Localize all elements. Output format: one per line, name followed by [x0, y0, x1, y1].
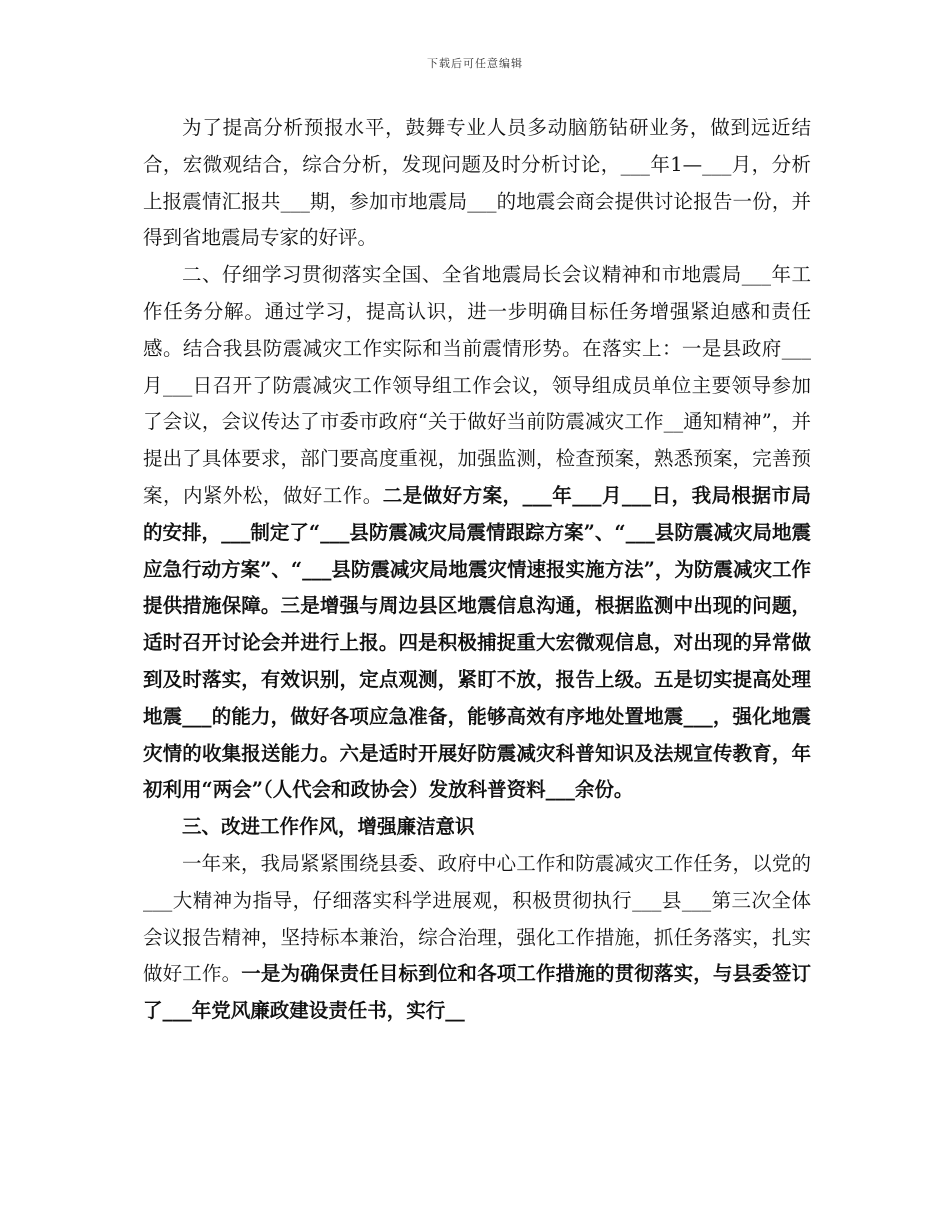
paragraph-2 — [143, 257, 811, 809]
paragraph-2-text: 二、仔细学习贯彻落实全国、全省地震局长会议精神和市地震局___年工作任务分解。通过学习，提高认识，进一步明确目标任务增强紧迫感和责任感。结合我县防震减灾工作实际和当前震情形势。在落实上：一是县政府___月___日召开了防震减灾工作领导组工作会议，领导组成员单位主要领导参加了会议，会议传达了市委市政府“关于做好当前防震减灾工作__通知精神”，并提出了具体要求，部门要高度重视，加强监测，检查预案，熟悉预案，完善预案，内紧外松，做好工作。 — [143, 263, 811, 507]
paragraph-2-bold-text: 二是做好方案，___年___月___日，我局根据市局的安排，___制定了“___县防震减灾局震情跟踪方案”、“___县防震减灾局地震应急行动方案”、“___县防震减灾局地震灾情速报实施方法”，为防震减灾工作提供措施保障。三是增强与周边县区地震信息沟通，根据监测中出现的问题，适时召开讨论会并进行上报。四是积极捕捉重大宏微观信息，对出现的异常做到及时落实，有效识别，定点观测，紧盯不放，报告上级。五是切实提高处理地震___的能力，做好各项应急准备，能够高效有序地处置地震___，强化地震灾情的收集报送能力。六是适时开展好防震减灾科普知识及法规宣传教育，年初利用“两会”（人代会和政协会）发放科普资料___余份。 — [143, 483, 811, 802]
paragraph-4-text: 一年来，我局紧紧围绕县委、政府中心工作和防震减灾工作任务，以党的___大精神为指导，仔细落实科学进展观，积极贯彻执行___县___第三次全体会议报告精神，坚持标本兼治，综合治理，强化工作措施，抓任务落实，扎实做好工作。 — [143, 851, 811, 986]
paragraph-4-bold-text: 一是为确保责任目标到位和各项工作措施的贯彻落实，与县委签订了___年党风廉政建设责任书，实行__ — [143, 962, 811, 1023]
paragraph-4 — [143, 846, 811, 1030]
document-body — [143, 110, 811, 1030]
paragraph-1 — [143, 110, 811, 257]
paragraph-1-text: 为了提高分析预报水平，鼓舞专业人员多动脑筋钻研业务，做到远近结合，宏微观结合，综合分析，发现问题及时分析讨论，___年1—___月，分析上报震情汇报共___期，参加市地震局___的地震会商会提供讨论报告一份，并得到省地震局专家的好评。 — [143, 116, 811, 250]
section-heading-3-text: 三、改进工作作风，增强廉洁意识 — [182, 815, 475, 839]
section-heading-3 — [143, 809, 811, 846]
page-header: 下载后可任意编辑 — [427, 57, 523, 70]
